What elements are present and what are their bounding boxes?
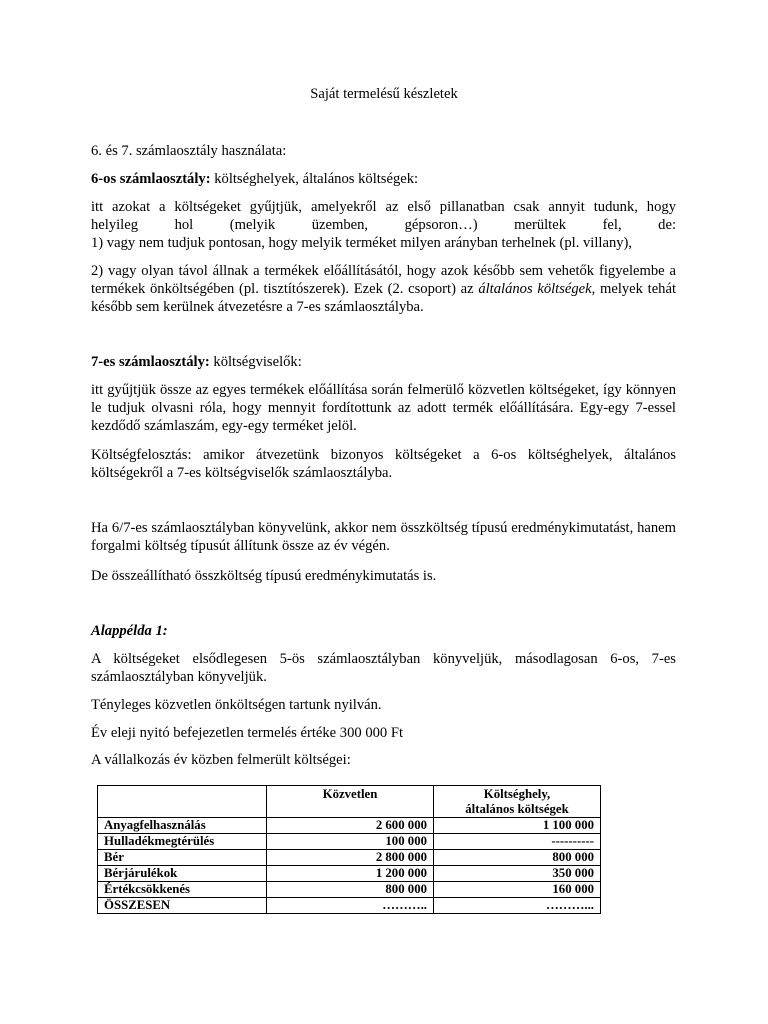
row-direct: 1 200 000: [267, 866, 434, 882]
example-paragraph-3: Év eleji nyitó befejezetlen termelés értéke 300 000 Ft: [91, 725, 404, 741]
cost-table: [97, 785, 601, 914]
row-overhead: ………...: [434, 898, 601, 914]
row-label: Anyagfelhasználás: [98, 818, 267, 834]
table-header-empty: [98, 786, 267, 818]
sec6-p1-line2: helyileg hol (melyik üzemben, gépsoron…) merültek fel, de:: [91, 217, 676, 233]
example-paragraph-2: Tényleges közvetlen önköltségen tartunk nyilván.: [91, 697, 382, 713]
row-overhead: 350 000: [434, 866, 601, 882]
row-overhead: ----------: [434, 834, 601, 850]
row-label: Bérjárulékok: [98, 866, 267, 882]
table-header-row: [98, 786, 601, 818]
sec6-heading: [91, 170, 676, 188]
table-row: [98, 866, 601, 882]
sec6-label: 6-os számlaosztály:: [91, 171, 211, 187]
sec6-p2-b: , melyek tehát később sem kerülnek átvezetésre a 7-es számlaosztályba.: [91, 281, 677, 315]
row-overhead: 160 000: [434, 882, 601, 898]
sec6-paragraph-2: [91, 262, 676, 316]
paragraph-de: De összeállítható összköltség típusú eredménykimutatás is.: [91, 568, 437, 584]
sec7-paragraph-2: Költségfelosztás: amikor átvezetünk bizonyos költségeket a 6-os költséghelyek, általános költségekről a 7-es költségviselők számlaosztályba.: [91, 447, 676, 481]
sec6-p2-italic: általános költségek: [478, 281, 592, 297]
example-heading-text: Alappélda 1:: [91, 623, 168, 639]
sec6-p2-a: 2) vagy olyan távol állnak a termékek előállításától, hogy azok később sem vehetők figyelembe a termékek önköltségében (pl. tisztítószerek). Ezek (2. csoport) az: [91, 263, 676, 297]
table-header-overhead: [434, 786, 601, 818]
sec6-desc: költséghelyek, általános költségek:: [214, 171, 419, 187]
sec7-heading: [91, 353, 676, 371]
sec6-paragraph-1: [91, 198, 676, 252]
row-direct: 100 000: [267, 834, 434, 850]
table-header-direct: Közvetlen: [267, 786, 434, 818]
sec7-desc: költségviselők:: [213, 354, 302, 370]
row-direct: ………..: [267, 898, 434, 914]
row-overhead: 1 100 000: [434, 818, 601, 834]
page-title: Saját termelésű készletek: [310, 86, 458, 102]
row-label: Hulladékmegtérülés: [98, 834, 267, 850]
table-row-total: [98, 898, 601, 914]
table-row: [98, 834, 601, 850]
sec7-paragraph-1: itt gyűjtjük össze az egyes termékek előállítása során felmerülő közvetlen költségeket, így könnyen le tudjuk olvasni róla, hogy mennyit fordítottunk az adott termék előállítására. Egy-egy 7-essel kezdődő számlaszám, egy-egy terméket jelöl.: [91, 382, 676, 434]
row-label: Értékcsökkenés: [98, 882, 267, 898]
row-label: Bér: [98, 850, 267, 866]
section-intro: 6. és 7. számlaosztály használata:: [91, 143, 287, 159]
table-row: [98, 850, 601, 866]
row-overhead: 800 000: [434, 850, 601, 866]
sec6-p1-line3: 1) vagy nem tudjuk pontosan, hogy melyik terméket milyen arányban terhelnek (pl. villany),: [91, 235, 633, 251]
row-direct: 2 800 000: [267, 850, 434, 866]
row-label: ÖSSZESEN: [98, 898, 267, 914]
table-header-overhead-line1: Költséghely,: [483, 787, 551, 801]
row-direct: 2 600 000: [267, 818, 434, 834]
table-row: [98, 818, 601, 834]
paragraph-ha: Ha 6/7-es számlaosztályban könyvelünk, akkor nem összköltség típusú eredménykimutatást, hanem forgalmi költség típusút állítunk össze az év végén.: [91, 520, 676, 554]
example-heading: [91, 622, 676, 640]
table-header-overhead-line2: általános költségek: [465, 802, 569, 816]
row-direct: 800 000: [267, 882, 434, 898]
table-row: [98, 882, 601, 898]
example-paragraph-1: A költségeket elsődlegesen 5-ös számlaosztályban könyveljük, másodlagosan 6-os, 7-es számlaosztályban könyveljük.: [91, 651, 676, 685]
sec7-label: 7-es számlaosztály:: [91, 354, 210, 370]
example-paragraph-4: A vállalkozás év közben felmerült költségei:: [91, 752, 351, 768]
sec6-p1-line1: itt azokat a költségeket gyűjtjük, amelyekről az első pillanatban csak annyit tudunk, hogy: [91, 199, 676, 215]
